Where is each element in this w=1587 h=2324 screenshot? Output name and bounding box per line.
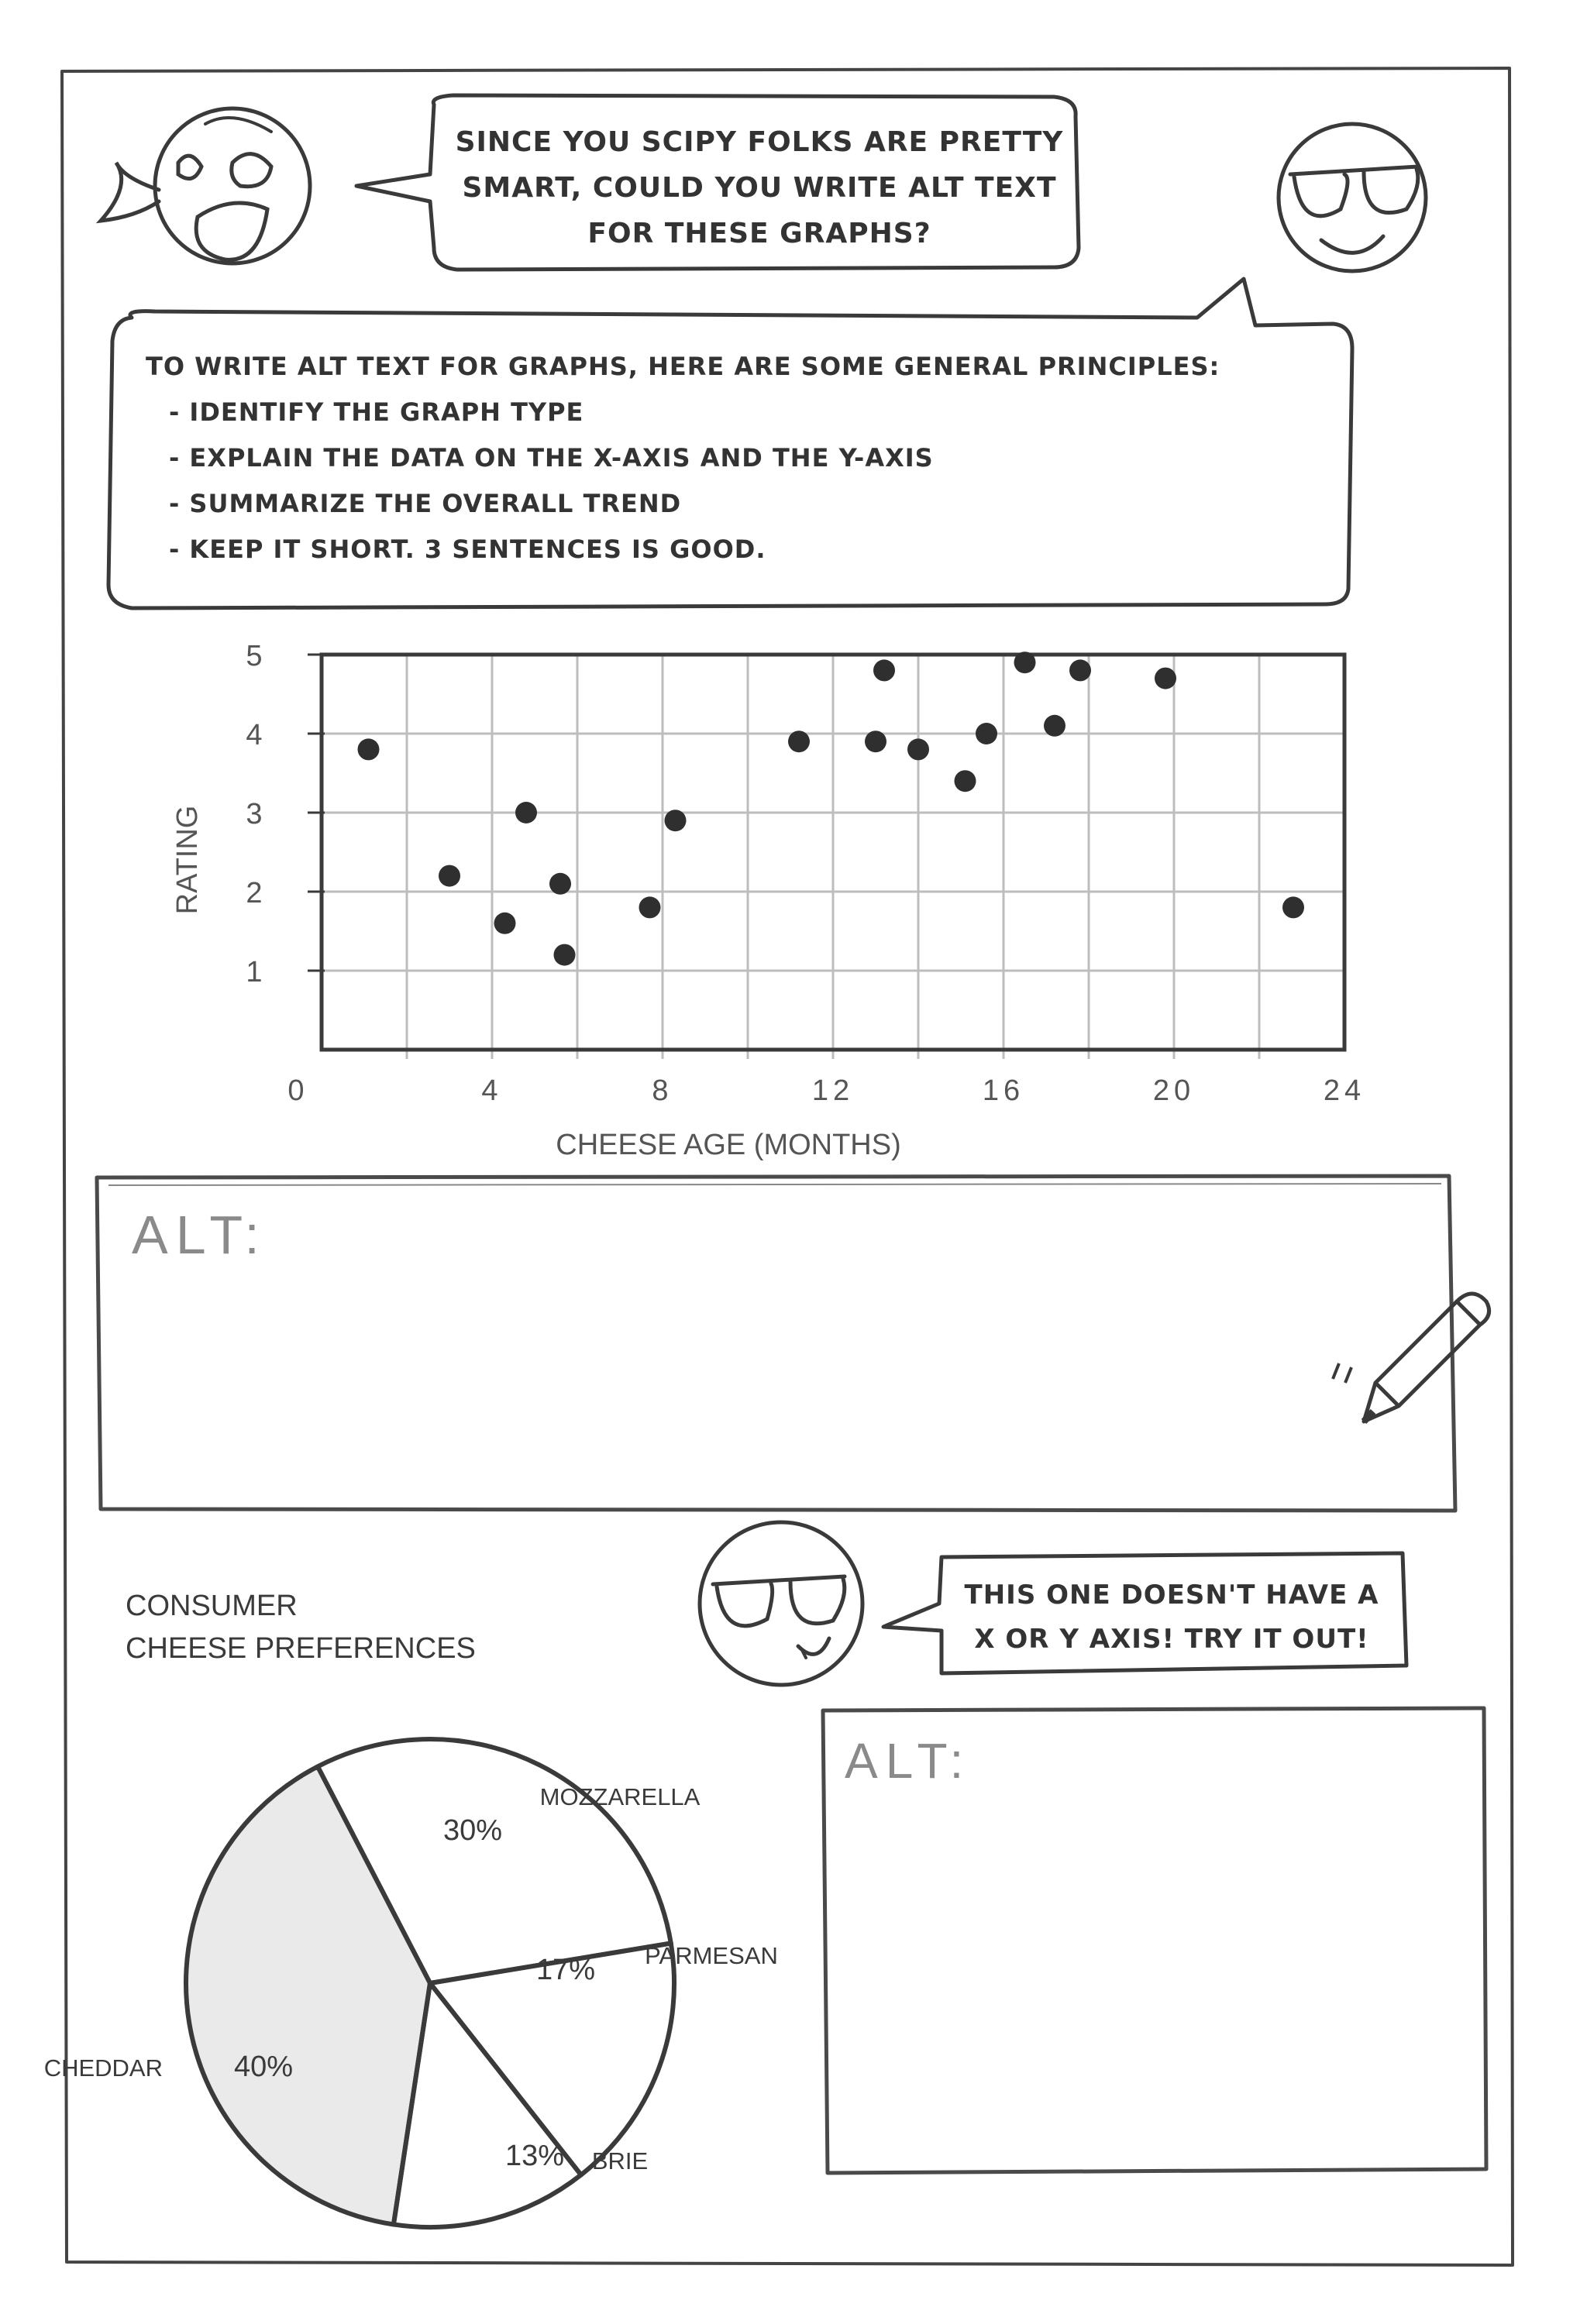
question-line-3: FOR THESE GRAPHS? — [587, 218, 931, 249]
scatter-point — [1014, 651, 1036, 673]
scatter-chart — [171, 640, 1365, 1161]
scatter-xticks — [287, 1074, 1365, 1107]
scatter-point — [549, 873, 571, 895]
alt-textbox-1[interactable] — [97, 1176, 1455, 1511]
pie-title-line-1: CONSUMER — [126, 1590, 298, 1622]
scatter-point — [494, 913, 516, 934]
scatter-ytick-label: 4 — [246, 719, 263, 751]
scatter-point — [1282, 896, 1304, 918]
scatter-xtick-label: 24 — [1323, 1074, 1366, 1107]
scatter-point — [907, 738, 929, 760]
speech-bubble-question — [356, 95, 1079, 270]
scatter-ylabel: RATING — [171, 805, 204, 915]
prompt-line-1: THIS ONE DOESN'T HAVE A — [964, 1580, 1379, 1611]
scatter-point — [1044, 715, 1065, 737]
principle-2: - EXPLAIN THE DATA ON THE X-AXIS AND THE Y-AXIS — [169, 443, 934, 473]
scatter-point — [976, 723, 997, 744]
prompt-line-2: X OR Y AXIS! TRY IT OUT! — [974, 1624, 1369, 1655]
alt-label-2: ALT: — [845, 1733, 972, 1789]
scatter-grid — [322, 655, 1344, 1059]
scatter-xtick-label: 8 — [652, 1074, 673, 1107]
scatter-point — [1069, 659, 1091, 681]
scatter-xtick-label: 16 — [982, 1074, 1025, 1107]
scatter-point — [665, 810, 687, 831]
scatter-xtick-label: 0 — [287, 1074, 309, 1107]
speech-bubble-answer — [108, 279, 1352, 608]
scatter-point — [1155, 668, 1176, 689]
scatter-point — [358, 738, 380, 760]
alt-textbox-2[interactable] — [823, 1708, 1486, 2173]
scatter-point — [873, 659, 895, 681]
pie-pct-label: 13% — [504, 2140, 565, 2172]
pie-slice-label: PARMESAN — [645, 1942, 778, 1969]
scatter-point — [439, 865, 460, 887]
scatter-points — [358, 651, 1305, 965]
alt-label-1: ALT: — [132, 1205, 267, 1265]
scatter-point — [639, 896, 661, 918]
scatter-ytick-label: 1 — [246, 956, 263, 988]
scatter-ytick-label: 2 — [246, 877, 263, 909]
pie-slice-label: MOZZARELLA — [539, 1783, 701, 1810]
answer-intro: TO WRITE ALT TEXT FOR GRAPHS, HERE ARE SOME GENERAL PRINCIPLES: — [146, 352, 1220, 381]
pie-pct-label: 30% — [442, 1814, 503, 1847]
scatter-xtick-label: 12 — [811, 1074, 855, 1107]
scatter-point — [955, 770, 976, 792]
scatter-point — [515, 802, 537, 823]
scatter-yticks — [246, 640, 325, 988]
scatter-xtick-label: 20 — [1152, 1074, 1196, 1107]
pie-slice-label: CHEDDAR — [43, 2054, 163, 2082]
principle-1: - IDENTIFY THE GRAPH TYPE — [169, 397, 584, 427]
pie-pct-label: 40% — [233, 2051, 294, 2083]
question-line-1: SINCE YOU SCIPY FOLKS ARE PRETTY — [455, 126, 1064, 158]
sunglasses-character-2-icon — [700, 1522, 862, 1685]
pie-slice-label: BRIE — [591, 2147, 649, 2174]
question-line-2: SMART, COULD YOU WRITE ALT TEXT — [462, 172, 1057, 204]
scatter-point — [865, 731, 886, 752]
sunglasses-character-icon — [1279, 124, 1426, 271]
principle-3: - SUMMARIZE THE OVERALL TREND — [169, 489, 682, 518]
bandana-character-icon — [101, 108, 310, 263]
pie-slice-cheddar — [186, 1766, 430, 2224]
pie-title-line-2: CHEESE PREFERENCES — [126, 1632, 476, 1665]
scatter-point — [788, 731, 810, 752]
scatter-xtick-label: 4 — [481, 1074, 503, 1107]
scatter-xlabel: CHEESE AGE (MONTHS) — [556, 1129, 901, 1161]
scatter-point — [554, 944, 576, 966]
scatter-ytick-label: 5 — [246, 640, 263, 672]
principle-4: - KEEP IT SHORT. 3 SENTENCES IS GOOD. — [169, 535, 766, 564]
speech-bubble-prompt — [883, 1553, 1406, 1673]
scatter-ytick-label: 3 — [246, 798, 263, 830]
pie-pct-label: 17% — [535, 1954, 596, 1986]
